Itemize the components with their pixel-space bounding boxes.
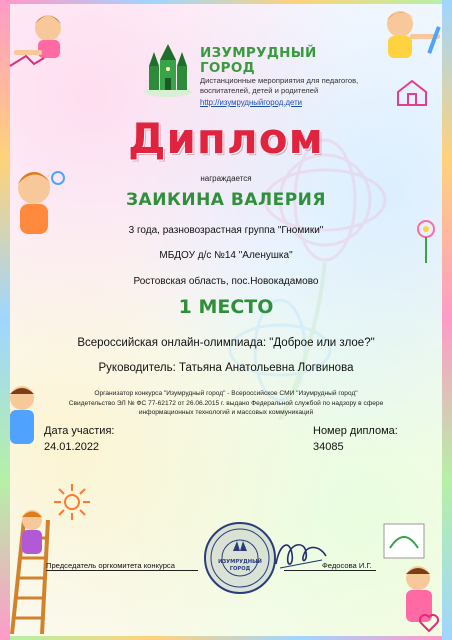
brand-subtitle-line2: воспитателей, детей и родителей: [200, 86, 319, 95]
diploma-number-value: 34085: [313, 441, 344, 453]
location-text: Ростовская область, пос.Новокадамово: [133, 276, 319, 287]
diploma-title: Диплом: [128, 114, 324, 163]
child-with-pencil-icon: [370, 6, 448, 68]
place-text: 1 МЕСТО: [178, 296, 274, 318]
date-label: Дата участия:: [44, 425, 115, 437]
flower-watermark-icon: [210, 120, 440, 420]
organizer-line3: информационных технологий и массовых коммуникаций: [138, 409, 314, 416]
recipient-name: ЗАИКИНА ВАЛЕРИЯ: [125, 190, 326, 210]
brand-name-line1: ИЗУМРУДНЫЙ: [200, 45, 317, 61]
institution-text: МБДОУ д/с №14 "Аленушка": [159, 250, 293, 261]
official-stamp-icon: [203, 521, 277, 595]
awarded-label: награждается: [200, 174, 252, 183]
stamp-text-line1: ИЗУМРУДНЫЙ: [218, 559, 262, 565]
olympiad-text: Всероссийская онлайн-олимпиада: "Доброе или злое?": [77, 337, 375, 349]
top-ribbon: [10, 0, 442, 4]
organizer-info: [0, 389, 452, 418]
chairman-label: Председатель оргкомитета конкурса: [46, 561, 175, 570]
brand-subtitle: [200, 76, 440, 96]
bottom-ribbon: [10, 636, 442, 640]
leader-text: Руководитель: Татьяна Анатольевна Логвинова: [98, 362, 354, 374]
organizer-line1: Организатор конкурса "Изумрудный город" - Всероссийское СМИ "Изумрудный город": [94, 390, 358, 397]
stamp-text-line2: ГОРОД: [229, 566, 251, 572]
right-signature-line: [284, 570, 376, 571]
left-signature-line: [46, 570, 198, 571]
signer-name: Федосова И.Г.: [322, 561, 372, 570]
group-text: 3 года, разновозрастная группа "Гномики": [128, 225, 324, 236]
diploma-number-label: Номер диплома:: [313, 425, 398, 437]
heart-icon: [418, 612, 440, 634]
castle-logo-icon: [143, 44, 193, 98]
brand-subtitle-line1: Дистанционные мероприятия для педагогов,: [200, 76, 359, 85]
website-link[interactable]: http://изумрудныйгород.дети: [200, 98, 302, 107]
brand-name: [200, 46, 317, 76]
date-value: 24.01.2022: [44, 441, 100, 453]
child-drawing-icon: [4, 6, 74, 76]
brand-name-line2: ГОРОД: [200, 60, 255, 76]
organizer-line2: Свидетельство ЭЛ № ФС 77-62172 от 26.06.2015 г. выдано Федеральной службой по надзору в сфере: [68, 399, 384, 407]
